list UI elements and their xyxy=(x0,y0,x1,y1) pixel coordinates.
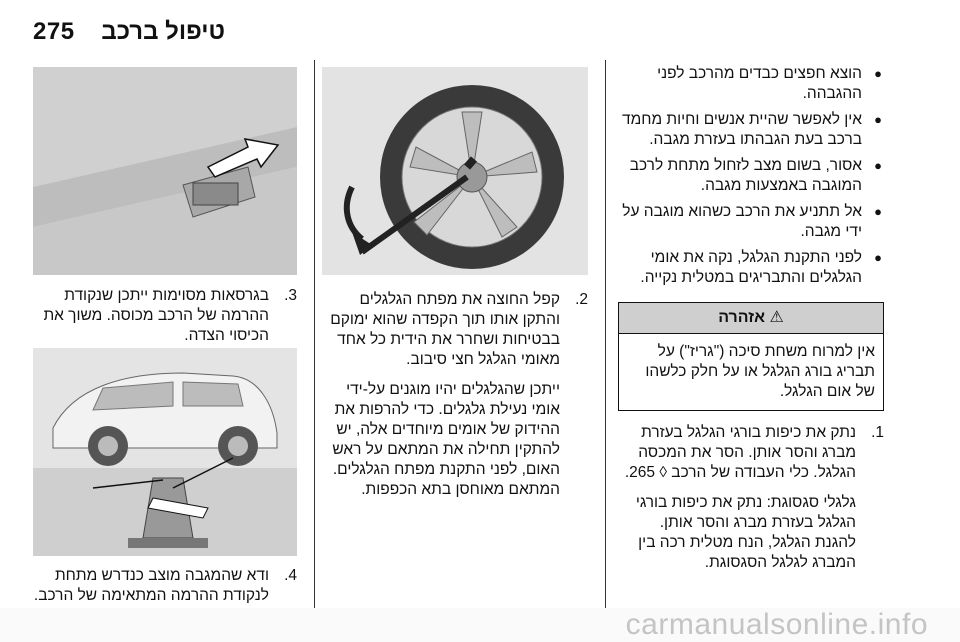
step-number: 4. xyxy=(284,567,297,584)
step-text: נתק את כיפות בורגי הגלגל בעזרת מברג והסר אותן. הסר את המכסה הגלגל. כלי העבודה של הרכב ◊ 265. xyxy=(624,424,856,481)
step-text: ודא שהמגבה מוצב כנדרש מתחת לנקודת ההרמה המתאימה של הרכב. xyxy=(33,567,269,604)
list-item: ● לפני התקנת הגלגל, נקה את אומי הגלגלים והתבריגים במטלית נקייה. xyxy=(618,248,884,288)
step-3 xyxy=(33,286,297,346)
column-divider-right xyxy=(605,60,606,608)
step-text: בגרסאות מסוימות ייתכן שנקודת ההרמה של הרכב מכוסה. משוך את הכיסוי הצדה. xyxy=(43,287,269,344)
step-text: קפל החוצה את מפתח הגלגלים והתקן אותו תוך הקפדה שהוא ימוקם בבטיחות ושחרר את הידית כל אחד מאומי הגלגל חצי סיבוב. xyxy=(330,291,560,368)
page-header xyxy=(0,0,960,60)
page-number: 275 xyxy=(33,18,75,45)
warning-box xyxy=(618,302,884,411)
step-4 xyxy=(33,566,297,606)
step-text: גלגלי סגסוגת: נתק את כיפות בורגי הגלגל בעזרת מברג והסר אותן. להגנת הגלגל, הנח מטלית רכה בין המברג לגלגל הסגסוגת. xyxy=(635,494,856,571)
warning-triangle-icon: ⚠ xyxy=(769,309,784,326)
warning-text: אין למרוח משחת סיכה ("גריז") על תבריג בורג הגלגל או על חלק כלשהו של אום הגלגל. xyxy=(645,343,875,400)
watermark: carmanualsonline.info xyxy=(0,608,960,642)
step-2 xyxy=(322,290,588,370)
step-1-note xyxy=(618,493,884,573)
list-item: ● הוצא חפצים כבדים מהרכב לפני ההגבהה. xyxy=(618,64,884,104)
car-on-jack-illustration xyxy=(33,348,297,556)
step-number: 3. xyxy=(284,287,297,304)
left-column-text-top xyxy=(33,286,297,356)
list-item: ● אסור, בשום מצב לזחול מתחת לרכב המוגבה באמצעות מגבה. xyxy=(618,156,884,196)
column-divider-left xyxy=(314,60,315,608)
warning-title: אזהרה xyxy=(718,309,765,326)
wheel-wrench-illustration xyxy=(322,67,588,275)
step-text: ייתכן שהגלגלים יהיו מוגנים על-ידי אומי נעילת גלגלים. כדי להרפות את ההידוק של אומים מיוחדים אלה, יש להתקין תחילה את המתאם על ראש האום, לפני התקנת מפתח הגלגלים. המתאם מאוחסן בתא הכפפות. xyxy=(332,381,560,498)
list-item: ● אין לאפשר שהיית אנשים וחיות מחמד ברכב בעת הגבהתו בעזרת מגבה. xyxy=(618,110,884,150)
step-1 xyxy=(618,423,884,483)
step-2-note xyxy=(322,380,588,500)
step-number: 2. xyxy=(575,291,588,308)
middle-column-text xyxy=(322,290,588,508)
list-item: ● אל תתניע את הרכב כשהוא מוגבה על ידי מגבה. xyxy=(618,202,884,242)
right-column-text xyxy=(618,64,884,581)
section-title: טיפול ברכב xyxy=(101,18,225,45)
warning-header xyxy=(619,303,883,334)
step-number: 1. xyxy=(871,424,884,441)
jack-point-cover-illustration xyxy=(33,67,297,275)
precaution-list xyxy=(618,64,884,288)
